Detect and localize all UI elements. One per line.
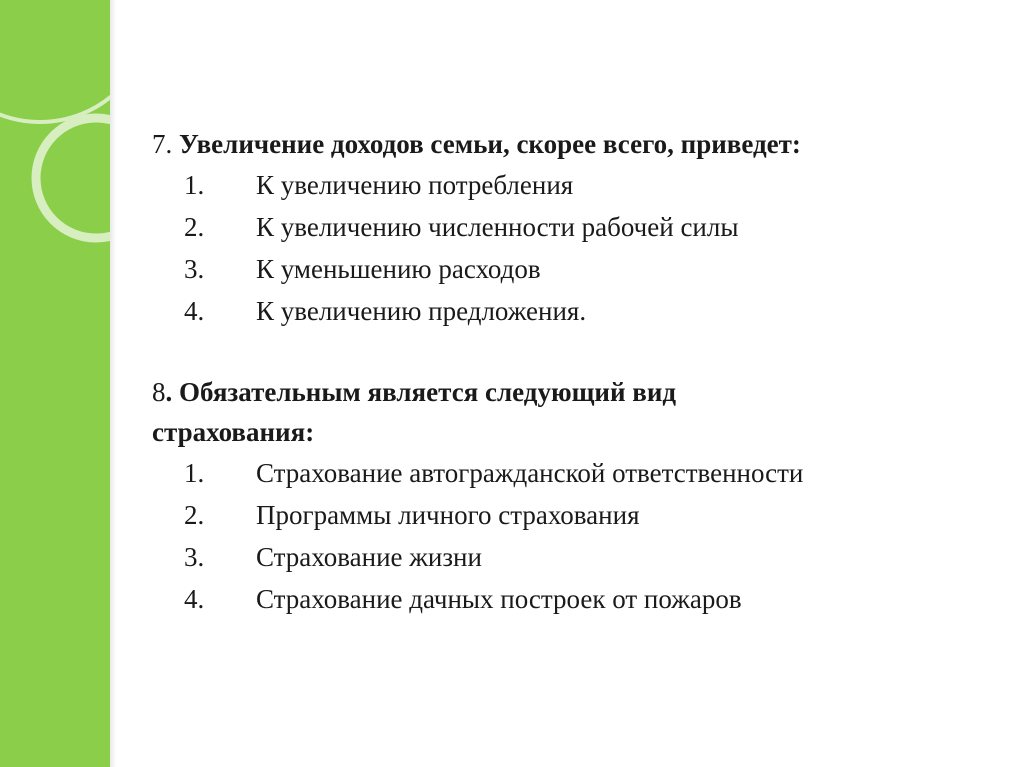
- option-text: Страхование автогражданской ответственности: [256, 458, 804, 488]
- band-divider: [110, 0, 116, 767]
- question-7-options: [152, 164, 1002, 332]
- question-8-number: 8: [152, 377, 166, 407]
- option-text: К уменьшению расходов: [256, 254, 541, 284]
- option-number: 1.: [184, 170, 205, 200]
- option-number: 4.: [184, 584, 205, 614]
- option-number: 1.: [184, 458, 205, 488]
- option-text: К увеличению потребления: [256, 170, 574, 200]
- medium-ring: [36, 118, 110, 238]
- option-number: 3.: [184, 254, 205, 284]
- question-8-text-line1: . Обязательным является следующий вид: [165, 377, 677, 407]
- question-7: [152, 124, 1002, 332]
- list-item: [152, 248, 1002, 290]
- option-text: К увеличению численности рабочей силы: [256, 212, 739, 242]
- list-item: [152, 290, 1002, 332]
- option-number: 3.: [184, 542, 205, 572]
- question-7-text: Увеличение доходов семьи, скорее всего, приведет:: [179, 129, 801, 159]
- slide-content: [152, 124, 1002, 620]
- list-item: [152, 494, 1002, 536]
- option-text: Страхование дачных построек от пожаров: [256, 584, 742, 614]
- option-number: 4.: [184, 296, 205, 326]
- option-text: К увеличению предложения.: [256, 296, 587, 326]
- list-item: [152, 206, 1002, 248]
- question-7-title: [152, 124, 1002, 164]
- option-text: Страхование жизни: [256, 542, 482, 572]
- option-text: Программы личного страхования: [256, 500, 640, 530]
- question-8-options: [152, 452, 1002, 620]
- decorative-rings: [0, 0, 110, 767]
- option-number: 2.: [184, 500, 205, 530]
- question-8-title-continued: [152, 412, 1002, 452]
- option-number: 2.: [184, 212, 205, 242]
- question-7-number: 7.: [152, 129, 173, 159]
- question-8-text-line2: страхования:: [152, 417, 315, 447]
- list-item: [152, 164, 1002, 206]
- left-decorative-band: [0, 0, 110, 767]
- spacer: [152, 332, 1002, 372]
- question-8-title: [152, 372, 1002, 412]
- list-item: [152, 578, 1002, 620]
- list-item: [152, 536, 1002, 578]
- large-ring: [0, 0, 110, 122]
- question-8: [152, 372, 1002, 620]
- list-item: [152, 452, 1002, 494]
